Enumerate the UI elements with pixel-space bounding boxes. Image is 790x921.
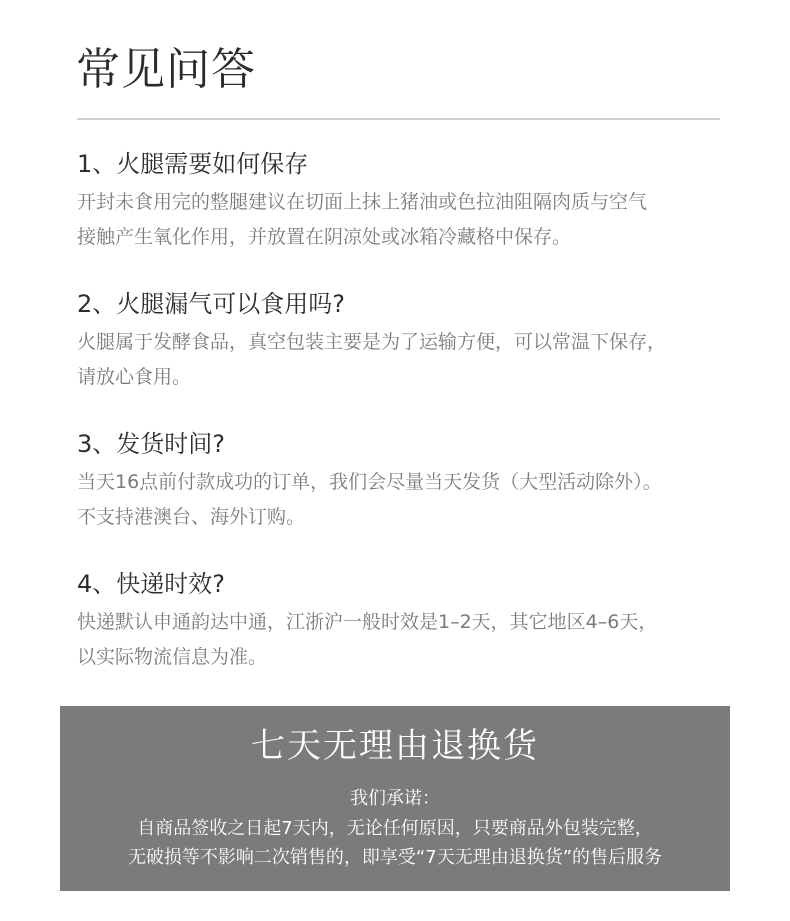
return-policy-banner [60,706,730,891]
faq-answer-line: 接触产生氧化作用，并放置在阴凉处或冰箱冷藏格中保存。 [77,226,572,248]
faq-answer-line: 快递默认申通韵达中通，江浙沪一般时效是1–2天，其它地区4–6天， [77,611,658,633]
return-policy-line: 无破损等不影响二次销售的，即享受“7天无理由退换货”的售后服务 [127,847,663,868]
faq-question: 3、发货时间? [77,430,226,458]
return-policy-line: 我们承诺： [350,788,440,809]
return-policy-line: 自商品签收之日起7天内，无论任何原因，只要商品外包装完整， [137,818,653,839]
faq-answer-line: 开封未食用完的整腿建议在切面上抹上猪油或色拉油阻隔肉质与空气 [77,191,648,213]
faq-item-delivery-time [77,569,737,675]
faq-answer-line: 不支持港澳台、海外订购。 [77,506,306,528]
faq-question: 1、火腿需要如何保存 [77,150,309,178]
faq-answer-line: 火腿属于发酵食品，真空包装主要是为了运输方便，可以常温下保存， [77,331,667,353]
faq-item-storage [77,149,737,255]
faq-item-shipping-time [77,429,737,535]
faq-item-vacuum-leak [77,289,737,395]
faq-answer-line: 以实际物流信息为准。 [77,646,268,668]
page-title: 常见问答 [76,44,256,95]
faq-question: 2、火腿漏气可以食用吗? [77,290,346,318]
faq-answer-line: 当天16点前付款成功的订单，我们会尽量当天发货（大型活动除外）。 [77,471,662,493]
return-policy-title: 七天无理由退换货 [251,726,539,766]
faq-answer-line: 请放心食用。 [77,366,192,388]
title-divider [77,118,720,120]
faq-question: 4、快递时效? [77,570,226,598]
